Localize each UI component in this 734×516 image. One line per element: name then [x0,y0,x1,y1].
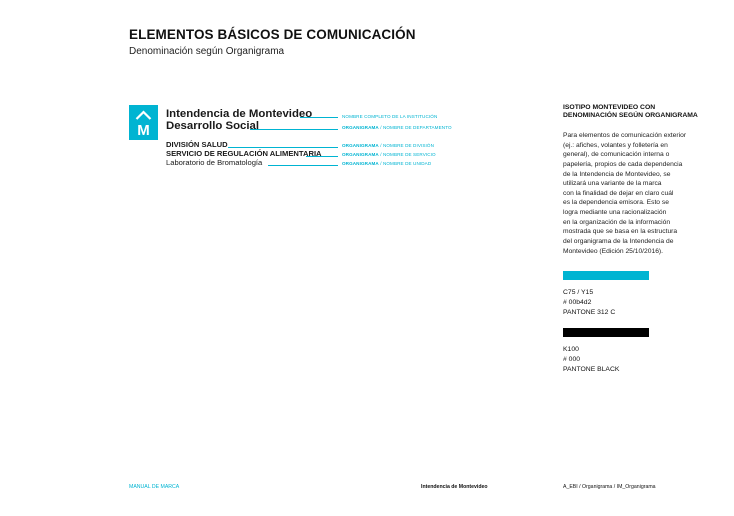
leader-line-service [306,156,338,157]
leader-line-division [228,147,338,148]
annotation-unit: ORGANIGRAMA / NOMBRE DE UNIDAD [342,161,432,166]
division-name: DIVISIÓN SALUD [166,140,228,149]
institution-name: Intendencia de Montevideo [166,108,313,120]
footer-manual-label: MANUAL DE MARCA [129,484,180,490]
side-description: Para elementos de comunicación exterior (ej.: afiches, volantes y folletería en general), de comunicación interna o papelería, propios de cada dependencia de la Intendencia de Montevideo, se utilizará una variante de la marca con la finalidad de dejar en claro cuál es la dependencia emisora. Esto se logra mediante una racionalización en la organización de la información mostrada que se basa en la estructura del organigrama de la Intendencia de Montevideo (Edición 25/10/2016). [563,132,687,255]
leader-line-department [250,129,338,130]
color-spec-black: K100 # 000 PANTONE BLACK [563,346,620,374]
page-title: ELEMENTOS BÁSICOS DE COMUNICACIÓN [129,27,416,42]
footer-institution: Intendencia de Montevideo [421,484,488,490]
page-subtitle: Denominación según Organigrama [129,46,285,57]
unit-name: Laboratorio de Bromatología [166,158,263,167]
color-spec-cyan: C75 / Y15 # 00b4d2 PANTONE 312 C [563,289,616,317]
annotation-department: ORGANIGRAMA / NOMBRE DE DEPARTAMENTO [342,125,452,130]
annotation-institution: NOMBRE COMPLETO DE LA INSTITUCIÓN [342,114,438,119]
leader-line-institution [300,117,338,118]
leader-line-unit [268,165,338,166]
annotation-division: ORGANIGRAMA / NOMBRE DE DIVISIÓN [342,143,435,148]
logo-letter: M [137,122,150,139]
annotation-service: ORGANIGRAMA / NOMBRE DE SERVICIO [342,152,436,157]
color-swatch-black [563,328,649,337]
side-heading: ISOTIPO MONTEVIDEO CON DENOMINACIÓN SEGÚN ORGANIGRAMA [563,104,698,120]
im-m-logo-icon [129,105,158,140]
department-name: Desarrollo Social [166,120,260,132]
service-name: SERVICIO DE REGULACIÓN ALIMENTARIA [166,149,322,158]
footer-file-path: A_EBI / Organigrama / IM_Organigrama [563,484,656,490]
color-swatch-cyan [563,271,649,280]
